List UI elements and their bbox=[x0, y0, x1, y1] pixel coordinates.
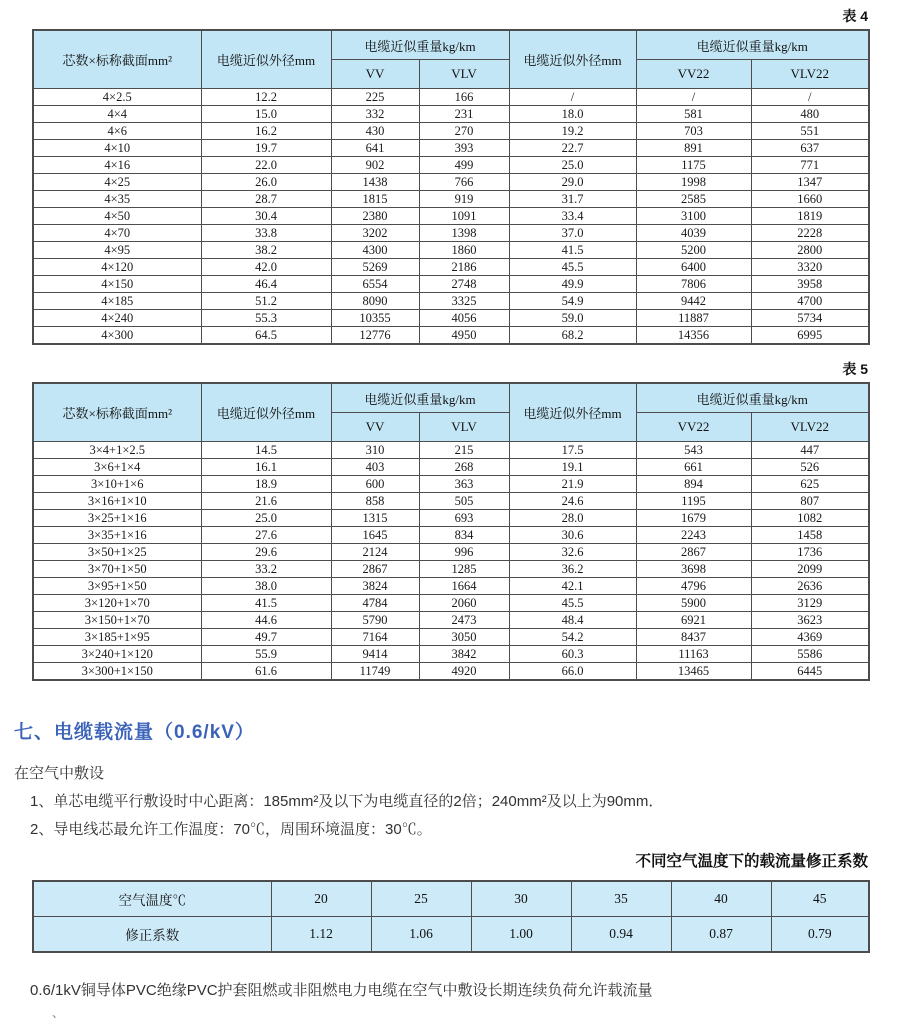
table-row bbox=[33, 663, 869, 681]
table-cell: 3×25+1×16 bbox=[33, 510, 201, 527]
cut-off-mark: 、 bbox=[52, 1006, 65, 1020]
table-cell: 2060 bbox=[419, 595, 509, 612]
table-cell: 480 bbox=[751, 106, 869, 123]
table-cell: 3×95+1×50 bbox=[33, 578, 201, 595]
table-cell: 231 bbox=[419, 106, 509, 123]
table-cell: 1660 bbox=[751, 191, 869, 208]
table-cell: 21.9 bbox=[509, 476, 636, 493]
table-cell: 54.2 bbox=[509, 629, 636, 646]
table-cell: 空气温度℃ bbox=[33, 881, 271, 917]
table-cell: 1860 bbox=[419, 242, 509, 259]
table-cell: 4×240 bbox=[33, 310, 201, 327]
table-cell: 2243 bbox=[636, 527, 751, 544]
table-cell: 1679 bbox=[636, 510, 751, 527]
table-cell: 1347 bbox=[751, 174, 869, 191]
table-row bbox=[33, 225, 869, 242]
table-cell: 24.6 bbox=[509, 493, 636, 510]
table-cell: 4×35 bbox=[33, 191, 201, 208]
table-cell: 11749 bbox=[331, 663, 419, 681]
table-cell: 33.2 bbox=[201, 561, 331, 578]
table-cell: 2585 bbox=[636, 191, 751, 208]
table-cell: 5586 bbox=[751, 646, 869, 663]
table-cell: 3×150+1×70 bbox=[33, 612, 201, 629]
table-cell: 1664 bbox=[419, 578, 509, 595]
table-cell: 46.4 bbox=[201, 276, 331, 293]
table-cell: 5790 bbox=[331, 612, 419, 629]
table-cell: 12776 bbox=[331, 327, 419, 345]
table-cell: 3×10+1×6 bbox=[33, 476, 201, 493]
table-cell: 3×185+1×95 bbox=[33, 629, 201, 646]
col-header-outer-diameter-2: 电缆近似外径mm bbox=[509, 30, 636, 89]
table-cell: 166 bbox=[419, 89, 509, 106]
col-header-vv: VV bbox=[331, 60, 419, 89]
table-row bbox=[33, 510, 869, 527]
table-cell: 19.2 bbox=[509, 123, 636, 140]
table4-header bbox=[33, 30, 869, 89]
table-cell: 3842 bbox=[419, 646, 509, 663]
table-cell: 4×2.5 bbox=[33, 89, 201, 106]
table-cell: 393 bbox=[419, 140, 509, 157]
table-cell: 42.0 bbox=[201, 259, 331, 276]
table-cell: 4×6 bbox=[33, 123, 201, 140]
table-cell: 771 bbox=[751, 157, 869, 174]
table-cell: 3623 bbox=[751, 612, 869, 629]
table-cell: 1.12 bbox=[271, 917, 371, 953]
table-cell: 4×120 bbox=[33, 259, 201, 276]
table-cell: 15.0 bbox=[201, 106, 331, 123]
table-cell: 310 bbox=[331, 442, 419, 459]
col-header-weight: 电缆近似重量kg/km bbox=[331, 30, 509, 60]
table-cell: 16.1 bbox=[201, 459, 331, 476]
table-cell: 49.7 bbox=[201, 629, 331, 646]
table-row bbox=[33, 276, 869, 293]
table-cell: 902 bbox=[331, 157, 419, 174]
table-cell: 7164 bbox=[331, 629, 419, 646]
table-cell: 4×185 bbox=[33, 293, 201, 310]
table-row bbox=[33, 476, 869, 493]
table-cell: 5200 bbox=[636, 242, 751, 259]
table-cell: 55.3 bbox=[201, 310, 331, 327]
table-cell: 28.0 bbox=[509, 510, 636, 527]
table-cell: 5269 bbox=[331, 259, 419, 276]
table5-label: 表 5 bbox=[842, 361, 868, 377]
table-cell: 3×16+1×10 bbox=[33, 493, 201, 510]
table-cell: 64.5 bbox=[201, 327, 331, 345]
correction-table-body bbox=[33, 881, 869, 952]
table-cell: 1736 bbox=[751, 544, 869, 561]
table-cell: 1998 bbox=[636, 174, 751, 191]
table-cell: 59.0 bbox=[509, 310, 636, 327]
col-header-vv22: VV22 bbox=[636, 60, 751, 89]
table-cell: 215 bbox=[419, 442, 509, 459]
table-cell: 4784 bbox=[331, 595, 419, 612]
table-cell: 3×4+1×2.5 bbox=[33, 442, 201, 459]
table-cell: 332 bbox=[331, 106, 419, 123]
table-cell: 6445 bbox=[751, 663, 869, 681]
table-cell: 403 bbox=[331, 459, 419, 476]
table-cell: 625 bbox=[751, 476, 869, 493]
table-cell: 22.7 bbox=[509, 140, 636, 157]
col-header-weight: 电缆近似重量kg/km bbox=[331, 383, 509, 413]
table-cell: / bbox=[509, 89, 636, 106]
col-header-vlv: VLV bbox=[419, 60, 509, 89]
table-cell: 修正系数 bbox=[33, 917, 271, 953]
table-cell: 3129 bbox=[751, 595, 869, 612]
table-cell: 6400 bbox=[636, 259, 751, 276]
temperature-correction-table bbox=[32, 880, 870, 953]
table-row bbox=[33, 293, 869, 310]
table-cell: 4700 bbox=[751, 293, 869, 310]
table-cell: 14356 bbox=[636, 327, 751, 345]
table-row bbox=[33, 561, 869, 578]
table-cell: 1398 bbox=[419, 225, 509, 242]
table-cell: 8090 bbox=[331, 293, 419, 310]
table-cell: 49.9 bbox=[509, 276, 636, 293]
table-cell: 40 bbox=[671, 881, 771, 917]
table-cell: 2636 bbox=[751, 578, 869, 595]
table-cell: 2748 bbox=[419, 276, 509, 293]
table-cell: 4056 bbox=[419, 310, 509, 327]
table-cell: 526 bbox=[751, 459, 869, 476]
table-cell: 543 bbox=[636, 442, 751, 459]
table-cell: 1438 bbox=[331, 174, 419, 191]
table-cell: 807 bbox=[751, 493, 869, 510]
table-cell: 600 bbox=[331, 476, 419, 493]
table-cell: 10355 bbox=[331, 310, 419, 327]
table-cell: 25.0 bbox=[509, 157, 636, 174]
table-row bbox=[33, 259, 869, 276]
table4-label: 表 4 bbox=[842, 8, 868, 24]
col-header-outer-diameter: 电缆近似外径mm bbox=[201, 383, 331, 442]
table-cell: 9442 bbox=[636, 293, 751, 310]
subheading-air-laying: 在空气中敷设 bbox=[14, 765, 105, 782]
col-header-cores: 芯数×标称截面mm² bbox=[33, 30, 201, 89]
table-cell: 13465 bbox=[636, 663, 751, 681]
table-row bbox=[33, 493, 869, 510]
table-cell: 3320 bbox=[751, 259, 869, 276]
table-cell: 61.6 bbox=[201, 663, 331, 681]
table-cell: 6554 bbox=[331, 276, 419, 293]
table-row bbox=[33, 174, 869, 191]
table-cell: 766 bbox=[419, 174, 509, 191]
table-cell: 3×6+1×4 bbox=[33, 459, 201, 476]
table-cell: 2124 bbox=[331, 544, 419, 561]
table-cell: 45 bbox=[771, 881, 869, 917]
table-cell: 22.0 bbox=[201, 157, 331, 174]
table-cell: 858 bbox=[331, 493, 419, 510]
table-row bbox=[33, 629, 869, 646]
table-cell: 5734 bbox=[751, 310, 869, 327]
table-row bbox=[33, 89, 869, 106]
col-header-vlv22: VLV22 bbox=[751, 60, 869, 89]
table-cell: 4×70 bbox=[33, 225, 201, 242]
table-cell: 4300 bbox=[331, 242, 419, 259]
section-heading: 七、电缆载流量（0.6/kV） bbox=[14, 722, 255, 743]
table-cell: 25.0 bbox=[201, 510, 331, 527]
table-cell: 1645 bbox=[331, 527, 419, 544]
table-cell: 641 bbox=[331, 140, 419, 157]
table4-body bbox=[33, 89, 869, 345]
table-row bbox=[33, 242, 869, 259]
table-cell: 31.7 bbox=[509, 191, 636, 208]
table-cell: 11163 bbox=[636, 646, 751, 663]
table-cell: 430 bbox=[331, 123, 419, 140]
table-cell: 4920 bbox=[419, 663, 509, 681]
table-cell: 38.2 bbox=[201, 242, 331, 259]
table-cell: 4×150 bbox=[33, 276, 201, 293]
table-cell: 363 bbox=[419, 476, 509, 493]
table-cell: 60.3 bbox=[509, 646, 636, 663]
table-cell: 4039 bbox=[636, 225, 751, 242]
table-cell: 3×35+1×16 bbox=[33, 527, 201, 544]
col-header-weight-2: 电缆近似重量kg/km bbox=[636, 383, 869, 413]
table-cell: 4×16 bbox=[33, 157, 201, 174]
table-cell: 37.0 bbox=[509, 225, 636, 242]
table-cell: 2867 bbox=[331, 561, 419, 578]
table-cell: 17.5 bbox=[509, 442, 636, 459]
table-row bbox=[33, 527, 869, 544]
table-cell: 0.87 bbox=[671, 917, 771, 953]
table-cell: 919 bbox=[419, 191, 509, 208]
table-cell: 42.1 bbox=[509, 578, 636, 595]
table-cell: 1.06 bbox=[371, 917, 471, 953]
table-cell: 4×4 bbox=[33, 106, 201, 123]
table-cell: 26.0 bbox=[201, 174, 331, 191]
table-cell: 41.5 bbox=[509, 242, 636, 259]
table-row bbox=[33, 140, 869, 157]
table-cell: 30 bbox=[471, 881, 571, 917]
col-header-vv22: VV22 bbox=[636, 413, 751, 442]
table-cell: 55.9 bbox=[201, 646, 331, 663]
table-cell: 27.6 bbox=[201, 527, 331, 544]
table-cell: 447 bbox=[751, 442, 869, 459]
table-cell: 12.2 bbox=[201, 89, 331, 106]
table-row bbox=[33, 459, 869, 476]
table-cell: 14.5 bbox=[201, 442, 331, 459]
table-row bbox=[33, 157, 869, 174]
table-cell: 894 bbox=[636, 476, 751, 493]
table-cell: 703 bbox=[636, 123, 751, 140]
table-cell: 3×70+1×50 bbox=[33, 561, 201, 578]
col-header-vv: VV bbox=[331, 413, 419, 442]
table-cell: 35 bbox=[571, 881, 671, 917]
table-row bbox=[33, 123, 869, 140]
table-cell: 68.2 bbox=[509, 327, 636, 345]
table-cell: 3100 bbox=[636, 208, 751, 225]
table-cell: 7806 bbox=[636, 276, 751, 293]
table-cell: / bbox=[751, 89, 869, 106]
col-header-weight-2: 电缆近似重量kg/km bbox=[636, 30, 869, 60]
table-cell: 28.7 bbox=[201, 191, 331, 208]
table-cell: 4×25 bbox=[33, 174, 201, 191]
table-cell: 33.4 bbox=[509, 208, 636, 225]
table-cell: 505 bbox=[419, 493, 509, 510]
table-cell: 0.79 bbox=[771, 917, 869, 953]
table5-body bbox=[33, 442, 869, 681]
table-cell: 1819 bbox=[751, 208, 869, 225]
table-cell: 38.0 bbox=[201, 578, 331, 595]
table-cell: 54.9 bbox=[509, 293, 636, 310]
table-cell: 2473 bbox=[419, 612, 509, 629]
table-cell: 41.5 bbox=[201, 595, 331, 612]
col-header-vlv22: VLV22 bbox=[751, 413, 869, 442]
table-row bbox=[33, 544, 869, 561]
col-header-outer-diameter: 电缆近似外径mm bbox=[201, 30, 331, 89]
table-cell: 270 bbox=[419, 123, 509, 140]
table-cell: 48.4 bbox=[509, 612, 636, 629]
table-cell: 6921 bbox=[636, 612, 751, 629]
table-cell: 19.7 bbox=[201, 140, 331, 157]
table-cell: 8437 bbox=[636, 629, 751, 646]
table-cell: 30.6 bbox=[509, 527, 636, 544]
table-row bbox=[33, 442, 869, 459]
table-cell: 0.94 bbox=[571, 917, 671, 953]
table-cell: 3×300+1×150 bbox=[33, 663, 201, 681]
table-row bbox=[33, 881, 869, 917]
table-row bbox=[33, 208, 869, 225]
table-cell: 1.00 bbox=[471, 917, 571, 953]
table-cell: 499 bbox=[419, 157, 509, 174]
table-row bbox=[33, 106, 869, 123]
table-cell: 637 bbox=[751, 140, 869, 157]
table-cell: 29.6 bbox=[201, 544, 331, 561]
table-row bbox=[33, 646, 869, 663]
table-cell: 1175 bbox=[636, 157, 751, 174]
table-row bbox=[33, 578, 869, 595]
table-cell: 1815 bbox=[331, 191, 419, 208]
table-cell: 3×240+1×120 bbox=[33, 646, 201, 663]
table-cell: 6995 bbox=[751, 327, 869, 345]
table-cell: 32.6 bbox=[509, 544, 636, 561]
table-cell: 18.0 bbox=[509, 106, 636, 123]
table-cell: 16.2 bbox=[201, 123, 331, 140]
table-cell: 44.6 bbox=[201, 612, 331, 629]
cable-spec-table-5 bbox=[32, 382, 870, 681]
table-cell: 4950 bbox=[419, 327, 509, 345]
table-cell: 3×120+1×70 bbox=[33, 595, 201, 612]
table-cell: 36.2 bbox=[509, 561, 636, 578]
table-cell: 21.6 bbox=[201, 493, 331, 510]
table-cell: 1195 bbox=[636, 493, 751, 510]
table-cell: 4×95 bbox=[33, 242, 201, 259]
table-cell: 3958 bbox=[751, 276, 869, 293]
table-row bbox=[33, 917, 869, 953]
table-cell: 3050 bbox=[419, 629, 509, 646]
table-cell: 1315 bbox=[331, 510, 419, 527]
table-cell: 45.5 bbox=[509, 259, 636, 276]
table-cell: 3×50+1×25 bbox=[33, 544, 201, 561]
bottom-note: 0.6/1kV铜导体PVC绝缘PVC护套阻燃或非阻燃电力电缆在空气中敷设长期连续负荷允许载流量 bbox=[30, 982, 653, 999]
table-cell: 3325 bbox=[419, 293, 509, 310]
table-row bbox=[33, 191, 869, 208]
table-cell: 11887 bbox=[636, 310, 751, 327]
table-cell: 4×300 bbox=[33, 327, 201, 345]
table-cell: 2186 bbox=[419, 259, 509, 276]
table-cell: 2867 bbox=[636, 544, 751, 561]
col-header-cores: 芯数×标称截面mm² bbox=[33, 383, 201, 442]
table-cell: 1091 bbox=[419, 208, 509, 225]
table-cell: 18.9 bbox=[201, 476, 331, 493]
table-cell: 4×10 bbox=[33, 140, 201, 157]
table-cell: 33.8 bbox=[201, 225, 331, 242]
table-cell: 551 bbox=[751, 123, 869, 140]
table-cell: 29.0 bbox=[509, 174, 636, 191]
table-cell: 834 bbox=[419, 527, 509, 544]
table-cell: 2800 bbox=[751, 242, 869, 259]
table-cell: 5900 bbox=[636, 595, 751, 612]
table-cell: 225 bbox=[331, 89, 419, 106]
table-cell: 2380 bbox=[331, 208, 419, 225]
table-cell: 45.5 bbox=[509, 595, 636, 612]
table-cell: 4796 bbox=[636, 578, 751, 595]
table-row bbox=[33, 612, 869, 629]
cable-spec-table-4 bbox=[32, 29, 870, 345]
col-header-outer-diameter-2: 电缆近似外径mm bbox=[509, 383, 636, 442]
table-cell: / bbox=[636, 89, 751, 106]
table-cell: 1458 bbox=[751, 527, 869, 544]
table-cell: 19.1 bbox=[509, 459, 636, 476]
table-cell: 66.0 bbox=[509, 663, 636, 681]
table-cell: 4×50 bbox=[33, 208, 201, 225]
table-row bbox=[33, 310, 869, 327]
table-cell: 1285 bbox=[419, 561, 509, 578]
table-cell: 661 bbox=[636, 459, 751, 476]
table-cell: 3202 bbox=[331, 225, 419, 242]
table-row bbox=[33, 327, 869, 345]
table-cell: 3824 bbox=[331, 578, 419, 595]
note-item-1: 1、单芯电缆平行敷设时中心距离：185mm²及以下为电缆直径的2倍；240mm²及以上为90mm． bbox=[30, 793, 664, 810]
table-row bbox=[33, 595, 869, 612]
table-cell: 1082 bbox=[751, 510, 869, 527]
note-item-2: 2、导电线芯最允许工作温度：70℃，周围环境温度：30℃。 bbox=[30, 821, 432, 838]
table-cell: 9414 bbox=[331, 646, 419, 663]
table-cell: 20 bbox=[271, 881, 371, 917]
col-header-vlv: VLV bbox=[419, 413, 509, 442]
table5-header bbox=[33, 383, 869, 442]
table-cell: 581 bbox=[636, 106, 751, 123]
table-cell: 891 bbox=[636, 140, 751, 157]
table-cell: 51.2 bbox=[201, 293, 331, 310]
table-cell: 3698 bbox=[636, 561, 751, 578]
correction-table-title: 不同空气温度下的载流量修正系数 bbox=[635, 853, 868, 870]
table-cell: 30.4 bbox=[201, 208, 331, 225]
table-cell: 4369 bbox=[751, 629, 869, 646]
table-cell: 2228 bbox=[751, 225, 869, 242]
table-cell: 2099 bbox=[751, 561, 869, 578]
table-cell: 268 bbox=[419, 459, 509, 476]
table-cell: 693 bbox=[419, 510, 509, 527]
table-cell: 25 bbox=[371, 881, 471, 917]
table-cell: 996 bbox=[419, 544, 509, 561]
